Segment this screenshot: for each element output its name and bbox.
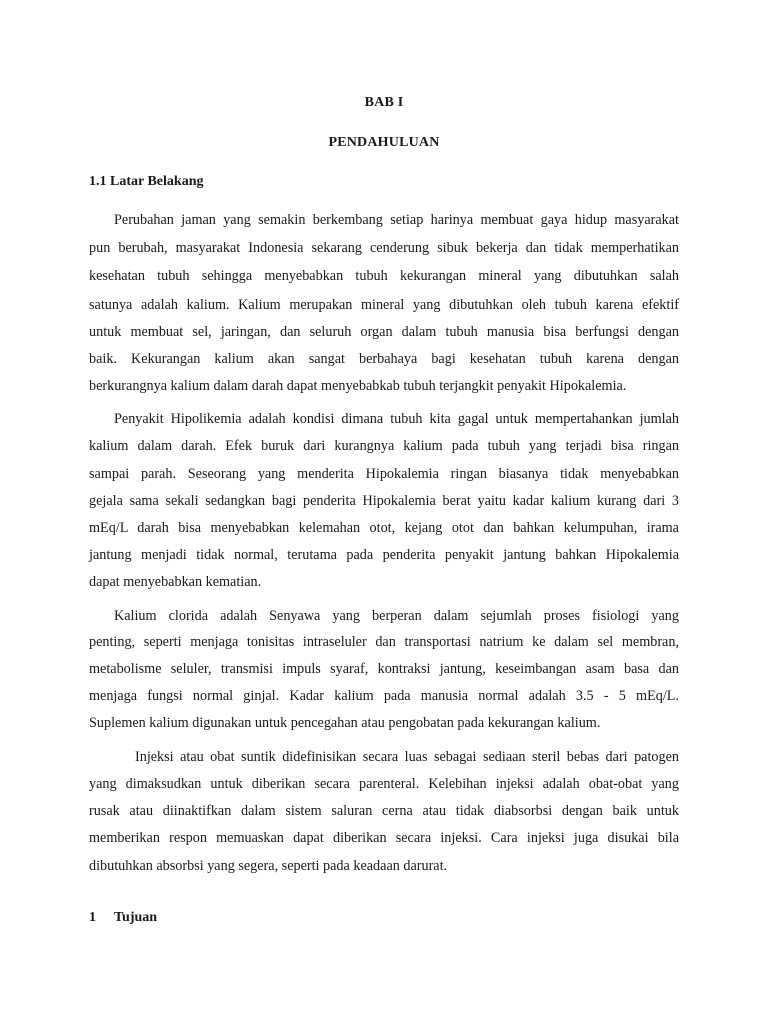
section-heading: 1.1 Latar Belakang — [89, 174, 204, 189]
heading-label: Tujuan — [114, 910, 158, 925]
paragraph-line: satunya adalah kalium. Kalium merupakan mineral yang dibutuhkan oleh tubuh karena efektif — [89, 297, 679, 313]
paragraph-line: sampai parah. Seseorang yang menderita Hipokalemia ringan biasanya tidak menyebabkan — [89, 466, 679, 482]
paragraph-line: berkurangnya kalium dalam darah dapat menyebabkab tubuh terjangkit penyakit Hipokalemia. — [89, 378, 627, 394]
paragraph-line: untuk membuat sel, jaringan, dan seluruh organ dalam tubuh manusia bisa berfungsi dengan — [89, 324, 679, 340]
paragraph-line: kalium dalam darah. Efek buruk dari kurangnya kalium pada tubuh yang terjadi bisa ringan — [89, 438, 679, 454]
paragraph-line: metabolisme seluler, transmisi impuls syaraf, kontraksi jantung, keseimbangan asam basa dan — [89, 661, 679, 677]
chapter-title: PENDAHULUAN — [328, 135, 440, 150]
chapter-number: BAB I — [364, 95, 404, 110]
paragraph-line: mEq/L darah bisa menyebabkan kelemahan otot, kejang otot dan bahkan kelumpuhan, irama — [89, 520, 679, 536]
paragraph-line: gejala sama sekali sedangkan bagi penderita Hipokalemia berat yaitu kadar kalium kurang dari 3 — [89, 493, 679, 509]
paragraph-line: baik. Kekurangan kalium akan sangat berbahaya bagi kesehatan tubuh karena dengan — [89, 351, 679, 367]
paragraph-line: Suplemen kalium digunakan untuk pencegahan atau pengobatan pada kekurangan kalium. — [89, 715, 601, 731]
section-heading-tujuan — [89, 910, 157, 926]
paragraph-line: Injeksi atau obat suntik didefinisikan secara luas sebagai sediaan steril bebas dari patogen — [135, 749, 679, 765]
paragraph-line: dibutuhkan absorbsi yang segera, seperti pada keadaan darurat. — [89, 858, 448, 874]
paragraph-line: jantung menjadi tidak normal, terutama pada penderita penyakit jantung bahkan Hipokalemia — [89, 547, 679, 563]
heading-number: 1 — [89, 910, 96, 925]
paragraph-line: penting, seperti menjaga tonisitas intraseluler dan transportasi natrium ke dalam sel membran, — [89, 634, 679, 650]
paragraph-line: pun berubah, masyarakat Indonesia sekarang cenderung sibuk bekerja dan tidak memperhatikan — [89, 240, 679, 256]
paragraph-line: Perubahan jaman yang semakin berkembang setiap harinya membuat gaya hidup masyarakat — [114, 212, 679, 228]
paragraph-line: rusak atau diinaktifkan dalam sistem saluran cerna atau tidak diabsorbsi dengan baik untuk — [89, 803, 679, 819]
paragraph-line: dapat menyebabkan kematian. — [89, 574, 262, 590]
paragraph-line: Penyakit Hipolikemia adalah kondisi dimana tubuh kita gagal untuk mempertahankan jumlah — [114, 411, 679, 427]
paragraph-line: yang dimaksudkan untuk diberikan secara parenteral. Kelebihan injeksi adalah obat-obat yang — [89, 776, 679, 792]
paragraph-line: menjaga fungsi normal ginjal. Kadar kalium pada manusia normal adalah 3.5 - 5 mEq/L. — [89, 688, 679, 704]
paragraph-line: Kalium clorida adalah Senyawa yang berperan dalam sejumlah proses fisiologi yang — [114, 608, 679, 624]
paragraph-line: kesehatan tubuh sehingga menyebabkan tubuh kekurangan mineral yang dibutuhkan salah — [89, 268, 679, 284]
paragraph-line: memberikan respon memuaskan dapat diberikan secara injeksi. Cara injeksi juga disukai bila — [89, 830, 679, 846]
